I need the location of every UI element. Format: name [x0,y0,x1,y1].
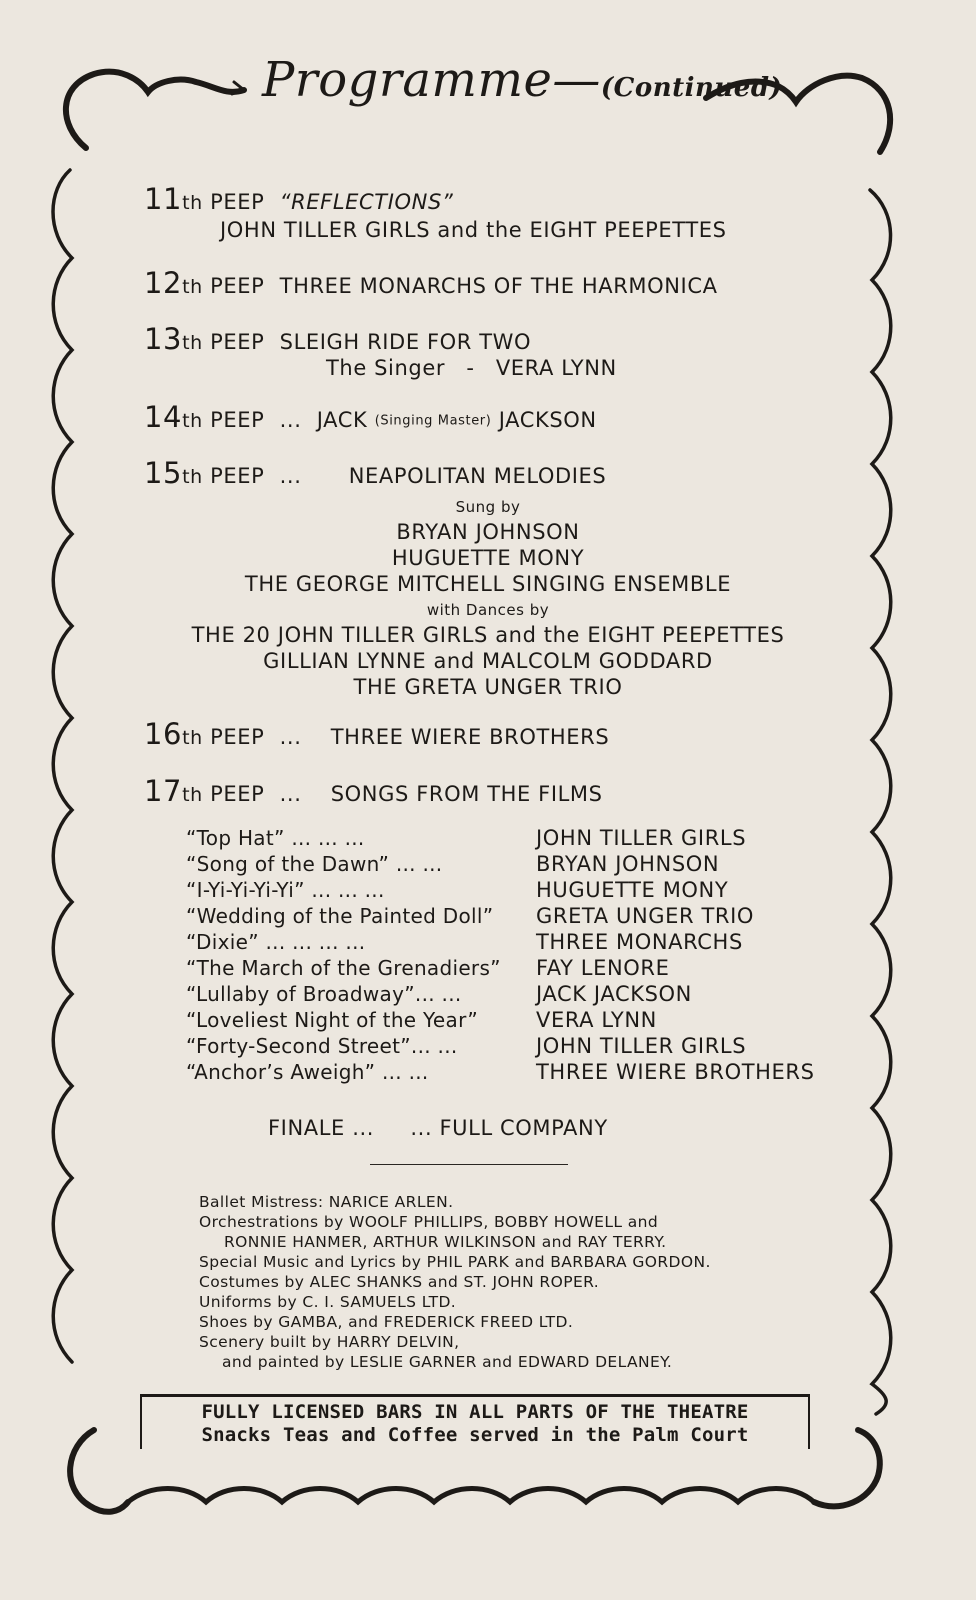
song-title: “Anchor’s Aweigh” ... ... [186,1060,429,1084]
song-artist: GRETA UNGER TRIO [536,904,755,928]
peep-15-heading [144,456,606,490]
peep-number: 15 [144,456,183,490]
peep-suffix: th [182,784,203,806]
peep-separator: ... [279,408,302,432]
peep-act: NEAPOLITAN MELODIES [348,464,607,488]
song-title: “Loveliest Night of the Year” [186,1008,479,1032]
song-artist: JACK JACKSON [536,982,692,1006]
finale-line: FINALE ... ... FULL COMPANY [268,1116,608,1140]
peep-suffix: th [182,410,203,432]
song-artist: THREE MONARCHS [536,930,743,954]
notice-line-bars: FULLY LICENSED BARS IN ALL PARTS OF THE THEATRE [201,1401,749,1423]
credit-scenery: Scenery built by HARRY DELVIN, [199,1333,460,1351]
credit-uniforms: Uniforms by C. I. SAMUELS LTD. [199,1293,457,1311]
peep-act: SONGS FROM THE FILMS [330,782,603,806]
peep-label: PEEP [210,725,265,749]
song-artist: JOHN TILLER GIRLS [536,1034,747,1058]
credit-orchestrations: Orchestrations by WOOLF PHILLIPS, BOBBY HOWELL and [199,1213,659,1231]
notice-line-snacks: Snacks Teas and Coffee served in the Palm Court [201,1424,749,1446]
peep-13-heading [144,322,531,356]
song-title: “Forty-Second Street”... ... [186,1034,458,1058]
title-main: Programme— [262,52,601,108]
peep-11-heading [144,182,453,216]
song-title: “I-Yi-Yi-Yi-Yi” ... ... ... [186,878,385,902]
credit-ballet-mistress: Ballet Mistress: NARICE ARLEN. [199,1193,454,1211]
dancers-greta-unger-trio: THE GRETA UNGER TRIO [353,675,623,699]
credit-special-music: Special Music and Lyrics by PHIL PARK and BARBARA GORDON. [199,1253,711,1271]
dancers-lynne-goddard: GILLIAN LYNNE and MALCOLM GODDARD [263,649,713,673]
peep-act: THREE MONARCHS OF THE HARMONICA [279,274,718,298]
peep-label: PEEP [210,330,265,354]
song-row [186,1008,657,1032]
singer-dash: - [466,356,475,380]
peep-number: 13 [144,322,183,356]
song-row [186,852,720,876]
song-artist: THREE WIERE BROTHERS [536,1060,815,1084]
song-title: “Dixie” ... ... ... ... [186,930,366,954]
peep-label: PEEP [210,408,265,432]
singer-huguette-mony: HUGUETTE MONY [391,546,585,570]
song-title: “Song of the Dawn” ... ... [186,852,443,876]
peep-separator: ... [279,782,302,806]
peep-number: 17 [144,774,183,808]
peep-suffix: th [182,192,203,214]
peep-number: 11 [144,182,183,216]
singer-bryan-johnson: BRYAN JOHNSON [396,520,580,544]
peep-act: “REFLECTIONS” [279,190,454,214]
peep-11-performers: JOHN TILLER GIRLS and the EIGHT PEEPETTES [220,218,727,242]
credit-shoes: Shoes by GAMBA, and FREDERICK FREED LTD. [199,1313,574,1331]
peep-suffix: th [182,727,203,749]
peep-act-surname: JACKSON [498,408,597,432]
dances-by-label: with Dances by [426,601,550,619]
song-row [186,956,670,980]
peep-label: PEEP [210,464,265,488]
song-title: “Top Hat” ... ... ... [186,826,365,850]
song-artist: BRYAN JOHNSON [536,852,720,876]
song-artist: VERA LYNN [536,1008,657,1032]
peep-suffix: th [182,332,203,354]
peep-act: THREE WIERE BROTHERS [330,725,610,749]
peep-12-heading [144,266,718,300]
peep-suffix: th [182,276,203,298]
song-title: “The March of the Grenadiers” [186,956,501,980]
title-continued: (Continued) [600,73,783,103]
peep-act-note: (Singing Master) [374,413,492,429]
page-title [262,52,782,108]
credit-costumes: Costumes by ALEC SHANKS and ST. JOHN ROPER. [199,1273,600,1291]
song-row [186,826,747,850]
peep-14-heading [144,400,597,434]
peep-separator: ... [279,464,302,488]
song-artist: HUGUETTE MONY [536,878,729,902]
peep-label: PEEP [210,190,265,214]
peep-suffix: th [182,466,203,488]
peep-act: SLEIGH RIDE FOR TWO [279,330,532,354]
peep-separator: ... [279,725,302,749]
peep-13-singer-line [326,356,617,380]
credit-orchestrations-cont: RONNIE HANMER, ARTHUR WILKINSON and RAY TERRY. [224,1233,667,1251]
peep-label: PEEP [210,782,265,806]
peep-number: 12 [144,266,183,300]
song-row [186,904,755,928]
song-row [186,930,743,954]
singer-name: VERA LYNN [495,356,617,380]
song-artist: FAY LENORE [536,956,670,980]
peep-17-heading [144,774,603,808]
song-title: “Lullaby of Broadway”... ... [186,982,462,1006]
peep-act: JACK [316,408,368,432]
song-row [186,982,692,1006]
song-artist: JOHN TILLER GIRLS [536,826,747,850]
song-row [186,878,729,902]
song-title: “Wedding of the Painted Doll” [186,904,494,928]
divider-rule [370,1164,568,1165]
singer-ensemble: THE GEORGE MITCHELL SINGING ENSEMBLE [244,572,732,596]
peep-number: 16 [144,717,183,751]
song-row [186,1060,815,1084]
peep-label: PEEP [210,274,265,298]
credit-scenery-painted: and painted by LESLIE GARNER and EDWARD DELANEY. [222,1353,673,1371]
peep-number: 14 [144,400,183,434]
sung-by-label: Sung by [455,498,521,516]
bars-notice-box [140,1394,810,1449]
dancers-tiller-girls: THE 20 JOHN TILLER GIRLS and the EIGHT PEEPETTES [191,623,785,647]
peep-16-heading [144,717,609,751]
singer-label: The Singer [326,356,446,380]
song-row [186,1034,747,1058]
